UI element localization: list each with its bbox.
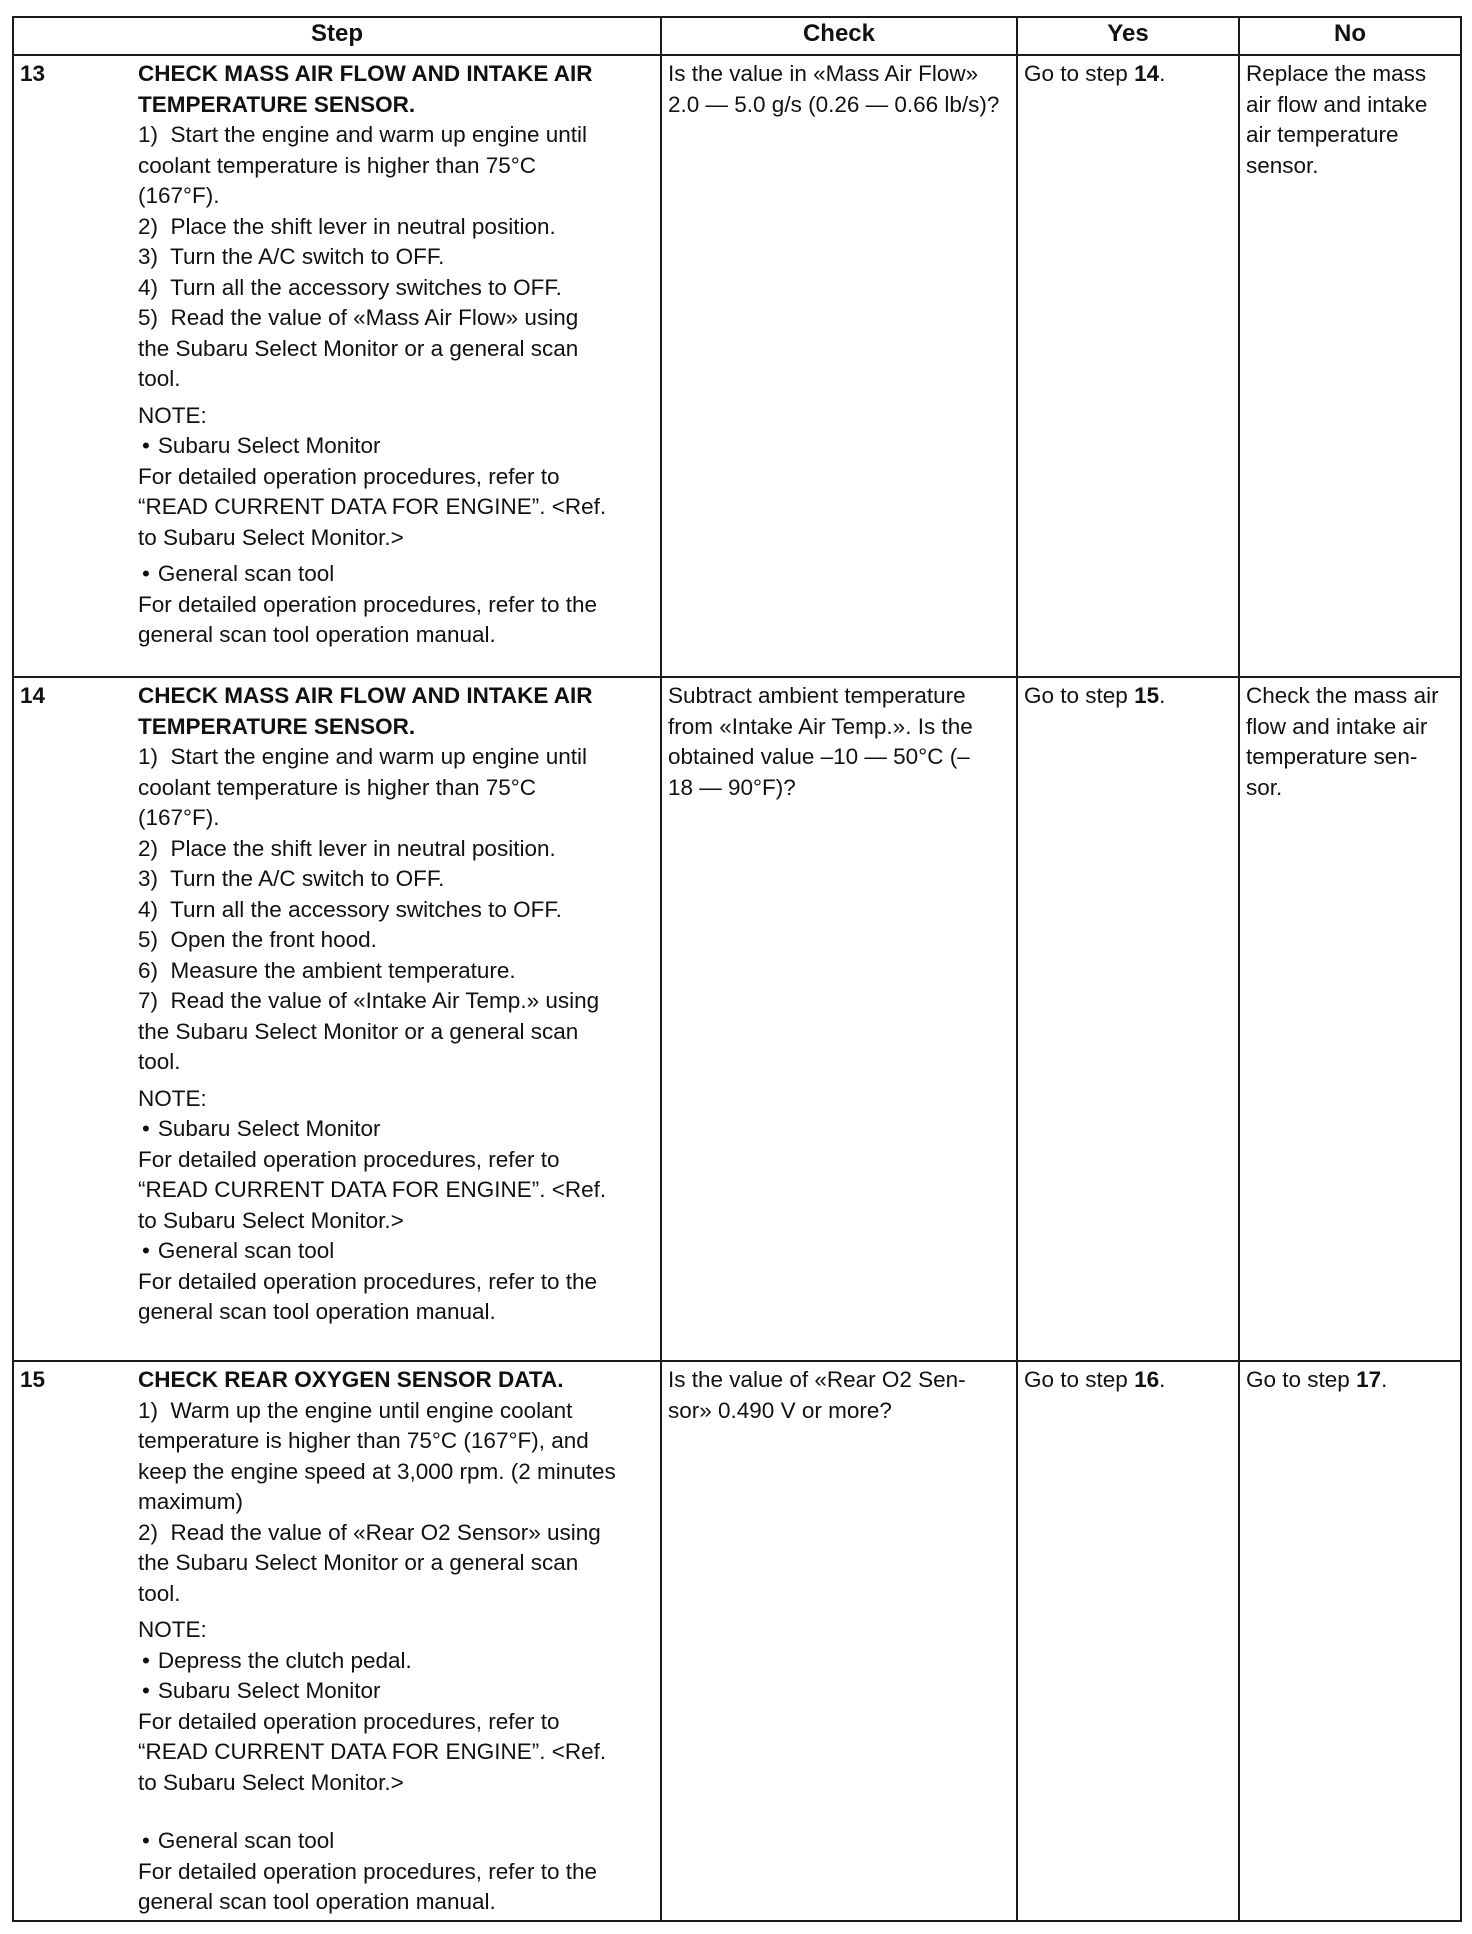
bullet-item: • Subaru Select Monitor [138,1114,654,1145]
step-line: 4) Turn all the accessory switches to OFF. [138,896,562,922]
no-end: . [1381,1367,1388,1392]
header-step: Step [13,17,661,55]
step-cell [13,677,661,1361]
step-title: TEMPERATURE SENSOR. [138,91,416,117]
step-line: 6) Measure the ambient temperature. [138,957,516,983]
step-line: keep the engine speed at 3,000 rpm. (2 minutes [138,1458,616,1484]
check-text: Is the value in «Mass Air Flow» [668,61,979,86]
yes-text: Go to step [1024,683,1135,708]
no-cell [1239,1361,1461,1921]
step-line: (167°F). [138,805,220,830]
step-number: 13 [20,61,46,86]
note-text: “READ CURRENT DATA FOR ENGINE”. <Ref. [138,1739,607,1764]
note-text: For detailed operation procedures, refer to the [138,1858,598,1884]
bullet-item: • Subaru Select Monitor [138,1676,654,1707]
note-label: NOTE: [138,1085,207,1111]
step-line: the Subaru Select Monitor or a general scan [138,1550,579,1575]
check-cell [661,677,1017,1361]
step-body [138,681,654,1328]
step-line: 2) Place the shift lever in neutral position. [138,213,556,239]
check-text: Subtract ambient temperature [668,683,966,708]
step-line: coolant temperature is higher than 75°C [138,774,536,800]
yes-cell [1017,677,1239,1361]
diagnostic-table [12,16,1462,1922]
note-text: For detailed operation procedures, refer to the [138,591,598,617]
step-number: 14 [20,683,46,708]
no-text: temperature sen- [1246,744,1418,769]
note-text: to Subaru Select Monitor.> [138,1769,404,1795]
note-text: to Subaru Select Monitor.> [138,1207,404,1233]
header-yes: Yes [1017,17,1239,55]
step-line: 5) Read the value of «Mass Air Flow» using [138,305,579,330]
note-text: general scan tool operation manual. [138,1299,496,1324]
note-text: For detailed operation procedures, refer to [138,463,560,489]
yes-step-link[interactable]: 14 [1134,61,1160,86]
step-body [138,59,654,651]
check-cell [661,55,1017,677]
yes-step-link[interactable]: 16 [1134,1367,1160,1392]
table-row [13,677,1461,1361]
note-text: general scan tool operation manual. [138,1889,496,1914]
yes-end: . [1159,1367,1166,1392]
note-text: For detailed operation procedures, refer to [138,1146,560,1172]
table-row [13,1361,1461,1921]
step-body [138,1365,654,1918]
note-label: NOTE: [138,402,207,428]
yes-cell [1017,1361,1239,1921]
check-text: from «Intake Air Temp.». Is the [668,713,973,739]
step-line: tool. [138,366,181,391]
step-line: 2) Read the value of «Rear O2 Sensor» using [138,1519,601,1545]
step-line: 1) Start the engine and warm up engine until [138,122,588,147]
table-row [13,55,1461,677]
note-text: For detailed operation procedures, refer to [138,1708,560,1734]
no-text: air temperature [1246,122,1399,147]
step-cell [13,1361,661,1921]
step-line: 2) Place the shift lever in neutral position. [138,835,556,861]
header-row [13,17,1461,55]
yes-text: Go to step [1024,61,1135,86]
step-line: coolant temperature is higher than 75°C [138,152,536,178]
no-text: Go to step [1246,1367,1357,1392]
check-text: 18 — 90°F)? [668,774,796,800]
step-line: maximum) [138,1489,243,1514]
note-label: NOTE: [138,1617,207,1642]
step-line: tool. [138,1049,181,1074]
step-line: 4) Turn all the accessory switches to OFF. [138,274,562,300]
step-line: 5) Open the front hood. [138,927,377,952]
step-cell [13,55,661,677]
yes-step-link[interactable]: 15 [1134,683,1160,708]
step-title: CHECK MASS AIR FLOW AND INTAKE AIR [138,683,593,708]
step-line: (167°F). [138,183,220,208]
check-text: sor» 0.490 V or more? [668,1397,892,1423]
yes-cell [1017,55,1239,677]
step-line: 7) Read the value of «Intake Air Temp.» using [138,988,600,1013]
bullet-item: • General scan tool [138,1236,654,1267]
check-text: Is the value of «Rear O2 Sen- [668,1367,966,1392]
no-text: Check the mass air [1246,683,1439,708]
no-text: sensor. [1246,152,1319,178]
note-text: to Subaru Select Monitor.> [138,524,404,550]
step-title: CHECK MASS AIR FLOW AND INTAKE AIR [138,61,593,86]
step-line: 3) Turn the A/C switch to OFF. [138,244,445,269]
note-text: For detailed operation procedures, refer to the [138,1268,598,1294]
no-cell [1239,677,1461,1361]
note-text: “READ CURRENT DATA FOR ENGINE”. <Ref. [138,494,607,519]
step-line: tool. [138,1580,181,1606]
no-cell [1239,55,1461,677]
bullet-item: • General scan tool [138,1826,654,1857]
check-text: 2.0 — 5.0 g/s (0.26 — 0.66 lb/s)? [668,91,1000,117]
no-text: air flow and intake [1246,91,1428,117]
header-check: Check [661,17,1017,55]
header-no: No [1239,17,1461,55]
yes-end: . [1159,61,1166,86]
step-number: 15 [20,1367,46,1392]
step-line: the Subaru Select Monitor or a general scan [138,335,579,361]
step-line: 3) Turn the A/C switch to OFF. [138,866,445,891]
step-line: the Subaru Select Monitor or a general scan [138,1018,579,1044]
no-text: flow and intake air [1246,713,1428,739]
note-text: “READ CURRENT DATA FOR ENGINE”. <Ref. [138,1177,607,1202]
yes-end: . [1159,683,1166,708]
no-step-link[interactable]: 17 [1356,1367,1382,1392]
yes-text: Go to step [1024,1367,1135,1392]
step-line: temperature is higher than 75°C (167°F), and [138,1428,589,1453]
step-title: TEMPERATURE SENSOR. [138,713,416,739]
bullet-item: • Depress the clutch pedal. [138,1646,654,1677]
step-line: 1) Warm up the engine until engine coolant [138,1397,573,1423]
check-text: obtained value –10 — 50°C (– [668,744,970,769]
no-text: sor. [1246,774,1283,800]
note-text: general scan tool operation manual. [138,622,496,647]
no-text: Replace the mass [1246,61,1427,86]
check-cell [661,1361,1017,1921]
step-line: 1) Start the engine and warm up engine until [138,744,588,769]
bullet-item: • General scan tool [138,559,654,590]
bullet-item: • Subaru Select Monitor [138,431,654,462]
step-title: CHECK REAR OXYGEN SENSOR DATA. [138,1367,564,1392]
